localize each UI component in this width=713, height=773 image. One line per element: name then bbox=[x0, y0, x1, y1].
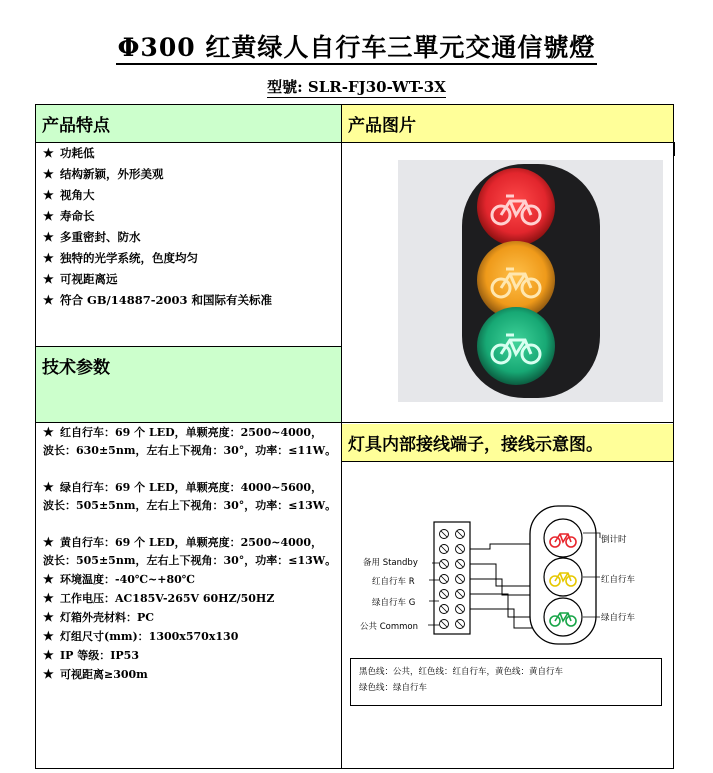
red-lamp bbox=[477, 168, 555, 246]
spec-item: ★ 可视距离≥300m bbox=[43, 667, 148, 681]
specs-list bbox=[36, 423, 341, 684]
green-lamp bbox=[477, 307, 555, 385]
spec-item: ★ 红自行车：69 个 LED，单颗亮度：2500~4000， bbox=[43, 425, 323, 439]
spec-item: 波长：505±5nm，左右上下视角：30°，功率：≤13W。 bbox=[43, 499, 337, 512]
feature-item: ★ 可视距离远 bbox=[43, 272, 118, 286]
feature-item: ★ 寿命长 bbox=[43, 209, 95, 223]
feature-item: ★ 结构新颖，外形美观 bbox=[43, 167, 164, 181]
legend-line: 绿色线：绿自行车 bbox=[359, 683, 428, 693]
spec-item: 波长：505±5nm，左右上下视角：30°，功率：≤13W。 bbox=[43, 554, 337, 567]
page-title: Φ300 红黄绿人自行车三單元交通信號燈 bbox=[0, 28, 713, 64]
spec-item: ★ 黄自行车：69 个 LED，单颗亮度：2500~4000， bbox=[43, 535, 323, 549]
label-red-right: 红自行车 bbox=[601, 575, 636, 585]
label-standby: 备用 Standby bbox=[363, 558, 418, 568]
feature-item: ★ 功耗低 bbox=[43, 146, 95, 160]
border-tick bbox=[673, 142, 675, 156]
feature-item: ★ 多重密封、防水 bbox=[43, 230, 141, 244]
traffic-light-image bbox=[398, 160, 663, 402]
spec-item: ★ 绿自行车：69 个 LED，单颗亮度：4000~5600， bbox=[43, 480, 323, 494]
spec-item: ★ IP 等级：IP53 bbox=[43, 648, 139, 662]
spec-item: ★ 灯组尺寸(mm)：1300x570x130 bbox=[43, 629, 239, 643]
spec-item: ★ 灯箱外壳材料：PC bbox=[43, 610, 155, 624]
wire-color-legend bbox=[350, 658, 662, 706]
label-red: 红自行车 R bbox=[372, 577, 415, 587]
label-green-right: 绿自行车 bbox=[601, 613, 636, 623]
feature-item: ★ 视角大 bbox=[43, 188, 95, 202]
features-list bbox=[36, 143, 341, 311]
label-common: 公共 Common bbox=[360, 622, 418, 632]
photo-header: 产品图片 bbox=[342, 105, 673, 142]
row-divider bbox=[35, 346, 341, 347]
label-green: 绿自行车 G bbox=[372, 598, 416, 608]
spec-item: ★ 环境温度：-40℃~+80℃ bbox=[43, 572, 195, 586]
feature-item: ★ 独特的光学系统，色度均匀 bbox=[43, 251, 198, 265]
specs-header: 技术参数 bbox=[36, 347, 341, 422]
features-header: 产品特点 bbox=[36, 105, 341, 142]
spec-item: 波长：630±5nm，左右上下视角：30°，功率：≤11W。 bbox=[43, 444, 337, 457]
label-countdown: 倒计时 bbox=[601, 535, 627, 545]
row-divider bbox=[341, 461, 674, 462]
model-number: 型號: SLR-FJ30-WT-3X bbox=[267, 78, 446, 96]
feature-item: ★ 符合 GB/14887-2003 和国际有关标准 bbox=[43, 293, 273, 307]
column-divider bbox=[341, 104, 342, 769]
wiring-header: 灯具内部接线端子，接线示意图。 bbox=[342, 424, 673, 461]
spec-item: ★ 工作电压：AC185V-265V 60HZ/50HZ bbox=[43, 591, 275, 605]
legend-line: 黑色线：公共，红色线：红自行车，黄色线：黄自行车 bbox=[359, 667, 564, 677]
